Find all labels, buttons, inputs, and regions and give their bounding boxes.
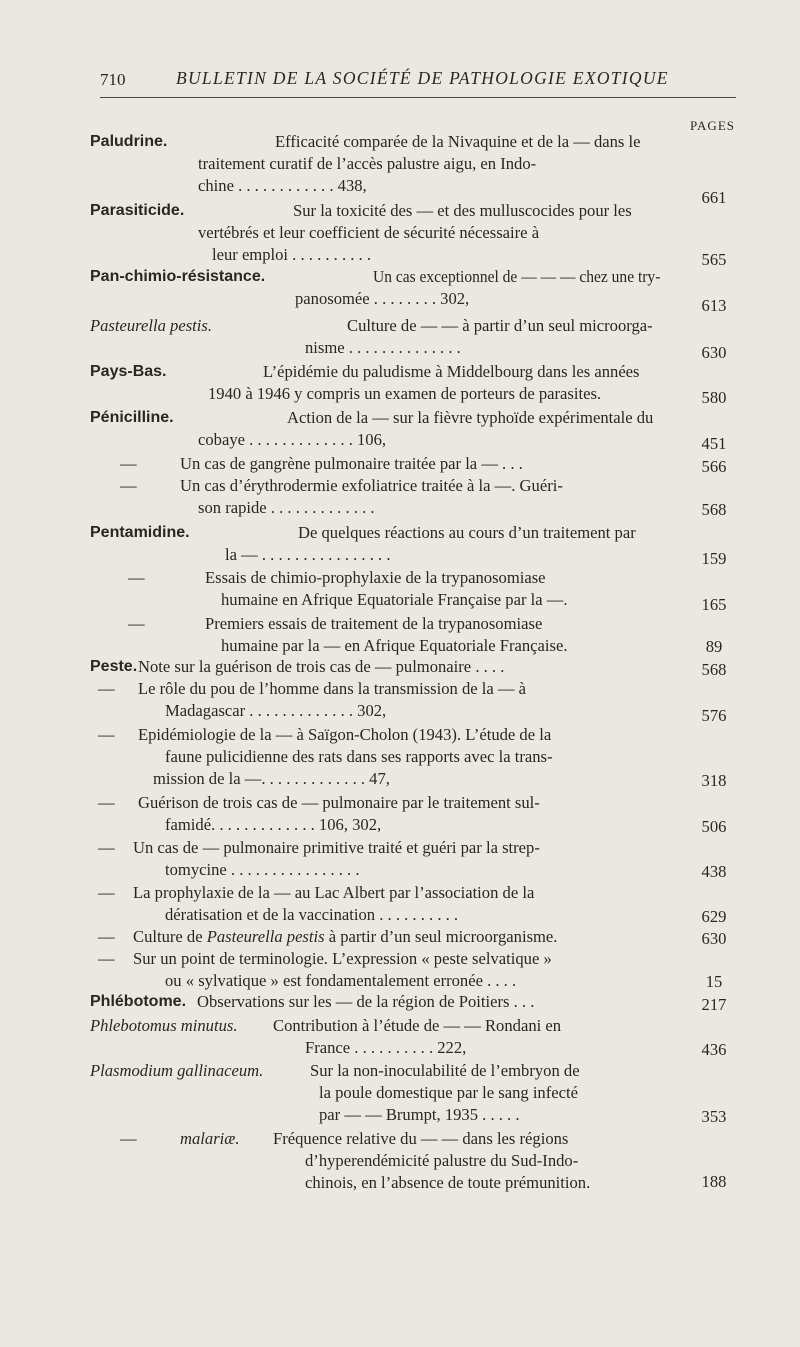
entry-text-line: De quelques réactions au cours d’un traitement par (298, 523, 636, 542)
entry-text-line: la poule domestique par le sang infecté (319, 1083, 578, 1102)
entry-heading: Pénicilline. (90, 409, 174, 426)
index-entry (90, 724, 690, 790)
page-reference: 15 (705, 972, 723, 991)
entry-text-line: cobaye . . . . . . . . . . . . . 106, (198, 430, 387, 449)
index-entry (90, 1128, 690, 1194)
page-reference: 661 (701, 188, 727, 207)
entry-text-line: Sur un point de terminologie. L’expression « peste selvatique » (133, 949, 552, 968)
page-reference: 506 (701, 817, 727, 836)
entry-text-line: chinois, en l’absence de toute prémunition. (305, 1173, 591, 1192)
entry-text-line: Action de la — sur la fièvre typhoïde expérimentale du (287, 408, 654, 427)
repeat-dash: — (128, 614, 145, 633)
entry-text-line: Observations sur les — de la région de Poitiers . . . (197, 992, 535, 1011)
page-number: 710 (100, 70, 126, 89)
page-reference: 89 (705, 637, 723, 656)
entry-text-line: faune pulicidienne des rats dans ses rapports avec la trans- (165, 747, 553, 766)
entry-text-line: Un cas de — pulmonaire primitive traité et guéri par la strep- (133, 838, 540, 857)
entry-text-line: Guérison de trois cas de — pulmonaire par le traitement sul- (138, 793, 540, 812)
repeat-dash: — (98, 927, 115, 946)
repeat-dash: — (98, 883, 115, 902)
page-reference: 451 (701, 434, 727, 453)
repeat-dash: — (98, 793, 115, 812)
index-entry (90, 1015, 690, 1059)
entry-heading: Paludrine. (90, 133, 168, 150)
repeat-dash: — (98, 949, 115, 968)
repeat-dash: — (120, 1129, 137, 1148)
entry-text-line: Premiers essais de traitement de la trypanosomiase (205, 614, 543, 633)
index-entry (90, 407, 690, 451)
page-reference: 565 (701, 250, 727, 269)
entry-text-line: 1940 à 1946 y compris un examen de porteurs de parasites. (208, 384, 602, 403)
page-reference: 159 (701, 549, 727, 568)
entry-text-line: France . . . . . . . . . . 222, (305, 1038, 467, 1057)
page-reference: 353 (701, 1107, 727, 1126)
index-entry (90, 837, 690, 881)
entry-heading: Pentamidine. (90, 524, 190, 541)
entry-text-line: leur emploi . . . . . . . . . . (212, 245, 372, 264)
index-entry (90, 315, 690, 359)
entry-text-line: Essais de chimio-prophylaxie de la trypanosomiase (205, 568, 546, 587)
entry-text-line: la — . . . . . . . . . . . . . . . . (225, 545, 391, 564)
index-entry (90, 991, 690, 1013)
pages-column-label: PAGES (690, 118, 735, 133)
entry-heading: Pan-chimio-résistance. (90, 268, 266, 285)
entry-heading: Parasiticide. (90, 202, 185, 219)
entry-heading: Phlebotomus minutus. (90, 1016, 238, 1035)
entry-text-line: Culture de Pasteurella pestis à partir d’un seul microorganisme. (133, 927, 558, 946)
repeat-dash: — (120, 454, 137, 473)
index-entry (90, 200, 690, 266)
repeat-dash: — (98, 725, 115, 744)
journal-title: BULLETIN DE LA SOCIÉTÉ DE PATHOLOGIE EXOTIQUE (176, 68, 669, 88)
page-reference: 318 (701, 771, 727, 790)
entry-text-line: mission de la —. . . . . . . . . . . . . 47, (153, 769, 390, 788)
repeat-dash: — (98, 838, 115, 857)
index-entry (90, 453, 690, 475)
page-reference: 438 (701, 862, 727, 881)
header-rule (100, 97, 736, 98)
entry-subheading: malariæ. (180, 1129, 240, 1148)
index-entry (90, 567, 690, 611)
entry-text-line: La prophylaxie de la — au Lac Albert par l’association de la (133, 883, 535, 902)
repeat-dash: — (120, 476, 137, 495)
index-entry (90, 792, 690, 836)
entry-text-line: vertébrés et leur coefficient de sécurité nécessaire à (198, 223, 540, 242)
entry-text-line: L’épidémie du paludisme à Middelbourg dans les années (263, 362, 640, 381)
entry-text-line: dératisation et de la vaccination . . . . . . . . . . (165, 905, 459, 924)
index-entry (90, 656, 690, 678)
entry-heading: Phlébotome. (90, 993, 187, 1010)
index-entry (90, 475, 690, 519)
page-reference: 613 (701, 296, 727, 315)
entry-text-line: Un cas de gangrène pulmonaire traitée par la — . . . (180, 454, 523, 473)
entry-heading: Pasteurella pestis. (90, 316, 212, 335)
page-reference: 629 (701, 907, 727, 926)
entry-text-line: Sur la non-inoculabilité de l’embryon de (310, 1061, 580, 1080)
entry-text-line: d’hyperendémicité palustre du Sud-Indo- (305, 1151, 579, 1170)
index-entry (90, 613, 690, 657)
page-reference: 188 (701, 1172, 727, 1191)
entry-text-line: Contribution à l’étude de — — Rondani en (273, 1016, 562, 1035)
index-entry (90, 522, 690, 566)
entry-text-line: Note sur la guérison de trois cas de — pulmonaire . . . . (138, 657, 505, 676)
repeat-dash: — (98, 679, 115, 698)
page-reference: 217 (701, 995, 727, 1014)
entry-text-line: Fréquence relative du — — dans les régions (273, 1129, 569, 1148)
entry-text-line: traitement curatif de l’accès palustre aigu, en Indo- (198, 154, 537, 173)
entry-text-line: humaine en Afrique Equatoriale Française par la —. (221, 590, 568, 609)
index-entry (90, 131, 690, 197)
entry-text-line: chine . . . . . . . . . . . . 438, (198, 176, 367, 195)
index-entry (90, 1060, 690, 1126)
index-entry (90, 948, 690, 992)
page-reference: 576 (701, 706, 727, 725)
repeat-dash: — (128, 568, 145, 587)
entry-text-line: Un cas exceptionnel de — — — chez une try- (373, 267, 661, 286)
entry-heading: Pays-Bas. (90, 363, 167, 380)
page-reference: 568 (701, 660, 727, 679)
page-reference: 568 (701, 500, 727, 519)
page-reference: 630 (701, 929, 727, 948)
entry-text-line: Madagascar . . . . . . . . . . . . . 302, (165, 701, 387, 720)
entry-heading: Peste. (90, 658, 138, 675)
index-entry (90, 882, 690, 926)
entry-text-line: famidé. . . . . . . . . . . . . 106, 302, (165, 815, 382, 834)
entry-text-line: son rapide . . . . . . . . . . . . . (198, 498, 375, 517)
index-entry (90, 361, 690, 405)
page-reference: 436 (701, 1040, 727, 1059)
page-reference: 630 (701, 343, 727, 362)
entry-text-line: Sur la toxicité des — et des mulluscocides pour les (293, 201, 632, 220)
entry-text-line: Un cas d’érythrodermie exfoliatrice traitée à la —. Guéri- (180, 476, 563, 495)
index-entry (90, 266, 690, 310)
page-reference: 580 (701, 388, 727, 407)
page-reference: 566 (701, 457, 727, 476)
entry-text-line: nisme . . . . . . . . . . . . . . (305, 338, 461, 357)
entry-heading: Plasmodium gallinaceum. (90, 1061, 264, 1080)
entry-text-line: tomycine . . . . . . . . . . . . . . . . (165, 860, 360, 879)
entry-text-line: Epidémiologie de la — à Saïgon-Cholon (1943). L’étude de la (138, 725, 552, 744)
page-reference: 165 (701, 595, 727, 614)
entry-text-line: panosomée . . . . . . . . 302, (295, 289, 470, 308)
index-entry (90, 678, 690, 722)
entry-text-line: humaine par la — en Afrique Equatoriale Française. (221, 636, 568, 655)
entry-text-line: ou « sylvatique » est fondamentalement erronée . . . . (165, 971, 517, 990)
entry-text-line: par — — Brumpt, 1935 . . . . . (319, 1105, 520, 1124)
index-entry (90, 926, 690, 948)
entry-text-line: Efficacité comparée de la Nivaquine et de la — dans le (275, 132, 641, 151)
entry-text-line: Culture de — — à partir d’un seul microorga- (347, 316, 653, 335)
entry-text-line: Le rôle du pou de l’homme dans la transmission de la — à (138, 679, 527, 698)
running-header (100, 66, 740, 94)
